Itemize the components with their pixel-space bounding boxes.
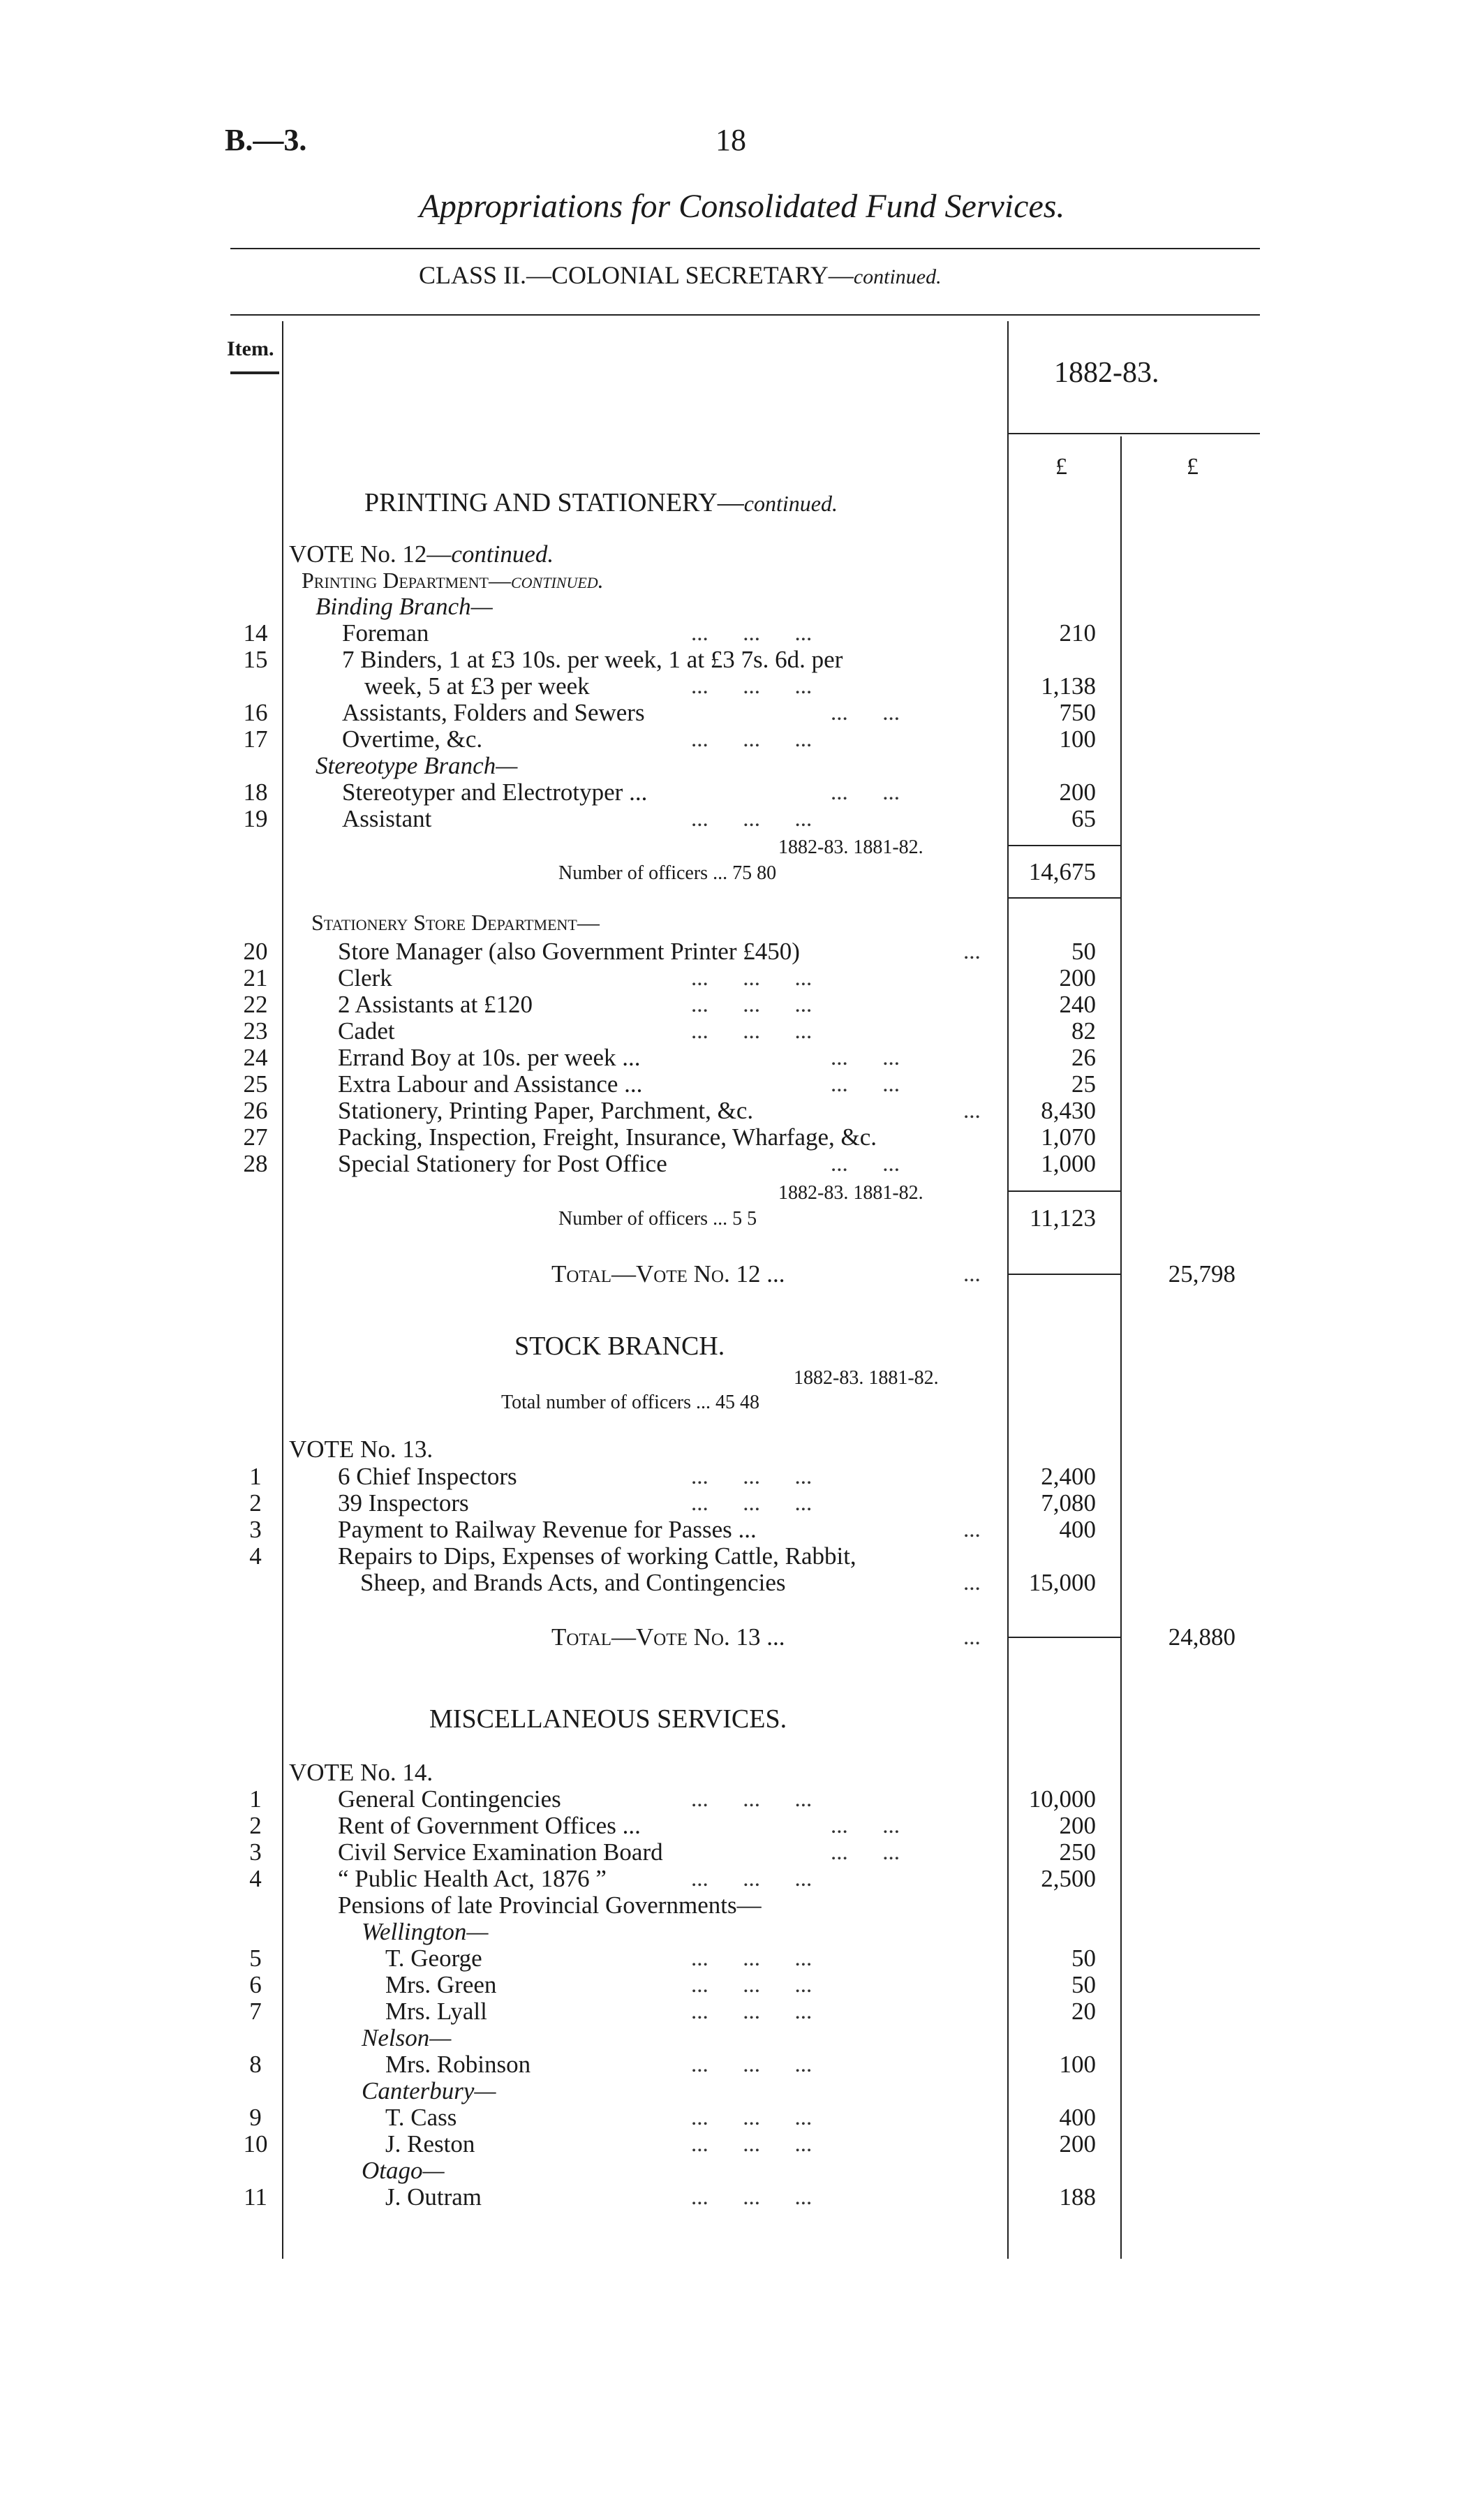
item-label: 6 Chief Inspectors — [338, 1463, 517, 1490]
total-column-divider — [1120, 436, 1122, 2259]
item-number: 1 — [249, 1785, 262, 1813]
leader-dots: ... ... ... — [691, 2185, 813, 2210]
item-label: Mrs. Robinson — [385, 2051, 531, 2078]
leader-dots: ... ... ... — [691, 2052, 813, 2077]
item-label: Rent of Government Offices ... — [338, 1812, 641, 1839]
stereotype-branch-heading: Stereotype Branch— — [316, 752, 518, 779]
item-amount: 50 — [1071, 938, 1096, 965]
pensions-heading: Pensions of late Provincial Governments— — [338, 1891, 762, 1919]
item-amount: 50 — [1071, 1971, 1096, 1998]
item-number: 27 — [243, 1123, 268, 1151]
item-number: 23 — [243, 1017, 268, 1045]
item-amount: 100 — [1059, 2051, 1096, 2078]
item-number: 11 — [244, 2183, 267, 2211]
officers-count: Number of officers ... 5 5 — [558, 1208, 757, 1230]
leader-dots: ... — [963, 1098, 981, 1123]
item-amount: 26 — [1071, 1044, 1096, 1071]
item-amount: 1,138 — [1041, 672, 1096, 700]
vote-12-total-label: Total—Vote No. 12 ... — [551, 1260, 785, 1288]
item-label: T. Cass — [385, 2104, 457, 2131]
item-number: 5 — [249, 1945, 262, 1972]
item-amount: 200 — [1059, 964, 1096, 991]
item-label: Civil Service Examination Board — [338, 1838, 663, 1866]
leader-dots: ... ... ... — [691, 2105, 813, 2130]
item-amount: 210 — [1059, 619, 1096, 647]
printing-heading: PRINTING AND STATIONERY—continued. — [364, 488, 838, 517]
document-code: B.—3. — [225, 123, 307, 157]
item-number: 2 — [249, 1812, 262, 1839]
stationery-dept-heading: Stationery Store Department— — [311, 910, 600, 935]
item-amount: 25 — [1071, 1070, 1096, 1098]
wellington-heading: Wellington— — [362, 1918, 489, 1945]
item-label: Cadet — [338, 1017, 395, 1045]
year-rule — [1007, 433, 1260, 434]
binding-branch-heading: Binding Branch— — [316, 593, 493, 620]
item-label: Foreman — [342, 619, 429, 647]
leader-dots: ... ... ... — [691, 1972, 813, 1998]
item-number: 3 — [249, 1516, 262, 1543]
item-number: 25 — [243, 1070, 268, 1098]
item-number: 7 — [249, 1998, 262, 2025]
item-amount: 400 — [1059, 1516, 1096, 1543]
vote-12-total: 25,798 — [1168, 1260, 1236, 1288]
item-number: 10 — [243, 2130, 268, 2158]
item-amount: 250 — [1059, 1838, 1096, 1866]
item-label: Payment to Railway Revenue for Passes ... — [338, 1516, 757, 1543]
item-label: 7 Binders, 1 at £3 10s. per week, 1 at £3 7s. 6d. per — [342, 646, 843, 673]
leader-dots: ... ... ... — [691, 1946, 813, 1971]
printing-subtotal: 14,675 — [1028, 858, 1096, 885]
leader-dots: ... ... — [831, 1151, 900, 1177]
item-number: 28 — [243, 1150, 268, 1177]
item-number: 16 — [243, 699, 268, 726]
officers-years: 1882-83. 1881-82. — [794, 1367, 939, 1389]
leader-dots: ... — [963, 1625, 981, 1650]
item-amount: 200 — [1059, 1812, 1096, 1839]
officers-count: Number of officers ... 75 80 — [558, 862, 777, 884]
item-label: Errand Boy at 10s. per week ... — [338, 1044, 641, 1071]
item-number: 15 — [243, 646, 268, 673]
item-amount: 1,000 — [1041, 1150, 1096, 1177]
item-number: 14 — [243, 619, 268, 647]
leader-dots: ... ... ... — [691, 2132, 813, 2157]
page-number: 18 — [715, 123, 746, 157]
leader-dots: ... ... ... — [691, 1999, 813, 2024]
item-number: 2 — [249, 1489, 262, 1517]
item-amount: 750 — [1059, 699, 1096, 726]
item-amount: 400 — [1059, 2104, 1096, 2131]
leader-dots: ... ... ... — [691, 621, 813, 646]
item-label: “ Public Health Act, 1876 ” — [338, 1865, 607, 1892]
item-label: Packing, Inspection, Freight, Insurance, Wharfage, &c. — [338, 1123, 877, 1151]
leader-dots: ... ... ... — [691, 992, 813, 1017]
item-label: Assistant — [342, 805, 432, 832]
item-amount: 100 — [1059, 725, 1096, 753]
item-number: 3 — [249, 1838, 262, 1866]
vote-13-total: 24,880 — [1168, 1623, 1236, 1651]
total-rule — [1007, 1637, 1120, 1638]
leader-dots: ... ... ... — [691, 1019, 813, 1044]
item-amount: 10,000 — [1028, 1785, 1096, 1813]
item-label: Assistants, Folders and Sewers — [342, 699, 645, 726]
item-label-continued: Sheep, and Brands Acts, and Contingencies — [360, 1569, 786, 1596]
item-label: Stationery, Printing Paper, Parchment, &c. — [338, 1097, 754, 1124]
item-label: Overtime, &c. — [342, 725, 483, 753]
item-column-divider — [282, 321, 283, 2259]
item-label: Extra Labour and Assistance ... — [338, 1070, 643, 1098]
item-number: 22 — [243, 991, 268, 1018]
vote-13-total-label: Total—Vote No. 13 ... — [551, 1623, 785, 1651]
item-label: Mrs. Green — [385, 1971, 497, 1998]
item-label: Mrs. Lyall — [385, 1998, 487, 2025]
item-label: J. Outram — [385, 2183, 482, 2211]
item-label: General Contingencies — [338, 1785, 561, 1813]
officers-years: 1882-83. 1881-82. — [778, 1182, 923, 1204]
officers-count: Total number of officers ... 45 48 — [501, 1392, 759, 1413]
item-amount: 15,000 — [1028, 1569, 1096, 1596]
item-number: 24 — [243, 1044, 268, 1071]
item-column-header: Item. — [227, 337, 274, 360]
vote-12-heading: VOTE No. 12—continued. — [289, 540, 554, 568]
item-label: Special Stationery for Post Office — [338, 1150, 667, 1177]
subtitle-rule — [230, 314, 1260, 316]
item-number: 19 — [243, 805, 268, 832]
leader-dots: ... — [963, 939, 981, 964]
subtotal-rule — [1007, 1190, 1120, 1192]
item-amount: 200 — [1059, 2130, 1096, 2158]
item-label: Stereotyper and Electrotyper ... — [342, 779, 648, 806]
title-rule — [230, 248, 1260, 249]
item-amount: 1,070 — [1041, 1123, 1096, 1151]
vote-13-heading: VOTE No. 13. — [289, 1436, 433, 1463]
item-amount: 188 — [1059, 2183, 1096, 2211]
stock-branch-heading: STOCK BRANCH. — [514, 1332, 725, 1361]
leader-dots: ... — [963, 1517, 981, 1542]
item-label: T. George — [385, 1945, 482, 1972]
item-amount: 82 — [1071, 1017, 1096, 1045]
printing-dept-heading: Printing Department—continued. — [302, 568, 604, 593]
item-number: 18 — [243, 779, 268, 806]
item-label: Clerk — [338, 964, 392, 991]
leader-dots: ... ... ... — [691, 1464, 813, 1489]
stationery-subtotal: 11,123 — [1030, 1204, 1096, 1232]
item-label: Store Manager (also Government Printer £450) — [338, 938, 800, 965]
item-number: 26 — [243, 1097, 268, 1124]
item-amount: 240 — [1059, 991, 1096, 1018]
item-amount: 7,080 — [1041, 1489, 1096, 1517]
pound-symbol-amount: £ — [1055, 454, 1067, 480]
item-number: 20 — [243, 938, 268, 965]
page-title: Appropriations for Consolidated Fund Services. — [419, 188, 1065, 225]
item-label: J. Reston — [385, 2130, 475, 2158]
item-label: 2 Assistants at £120 — [338, 991, 533, 1018]
leader-dots: ... ... — [831, 1840, 900, 1865]
item-amount: 20 — [1071, 1998, 1096, 2025]
item-label: 39 Inspectors — [338, 1489, 469, 1517]
subtotal-rule — [1007, 897, 1120, 899]
leader-dots: ... — [963, 1570, 981, 1595]
leader-dots: ... ... ... — [691, 966, 813, 991]
item-amount: 8,430 — [1041, 1097, 1096, 1124]
item-amount: 65 — [1071, 805, 1096, 832]
leader-dots: ... ... — [831, 1045, 900, 1070]
year-column-header: 1882-83. — [1054, 357, 1159, 389]
item-amount: 2,500 — [1041, 1865, 1096, 1892]
leader-dots: ... ... ... — [691, 727, 813, 752]
item-number: 1 — [249, 1463, 262, 1490]
pound-symbol-total: £ — [1187, 454, 1199, 480]
nelson-heading: Nelson— — [362, 2024, 452, 2051]
item-label-continued: week, 5 at £3 per week — [364, 672, 590, 700]
leader-dots: ... ... ... — [691, 674, 813, 699]
item-amount: 2,400 — [1041, 1463, 1096, 1490]
item-number: 17 — [243, 725, 268, 753]
item-number: 21 — [243, 964, 268, 991]
item-header-underline — [230, 371, 279, 374]
item-label: Repairs to Dips, Expenses of working Cattle, Rabbit, — [338, 1542, 856, 1570]
leader-dots: ... ... ... — [691, 1491, 813, 1516]
total-rule — [1007, 1274, 1120, 1275]
leader-dots: ... ... — [831, 780, 900, 805]
item-number: 8 — [249, 2051, 262, 2078]
otago-heading: Otago— — [362, 2157, 445, 2184]
leader-dots: ... ... — [831, 1072, 900, 1097]
leader-dots: ... ... ... — [691, 806, 813, 832]
item-number: 4 — [249, 1865, 262, 1892]
subtotal-rule — [1007, 845, 1120, 846]
item-number: 4 — [249, 1542, 262, 1570]
item-number: 9 — [249, 2104, 262, 2131]
canterbury-heading: Canterbury— — [362, 2077, 496, 2104]
misc-services-heading: MISCELLANEOUS SERVICES. — [429, 1704, 787, 1734]
item-amount: 200 — [1059, 779, 1096, 806]
leader-dots: ... ... — [831, 700, 900, 725]
leader-dots: ... ... — [831, 1813, 900, 1838]
leader-dots: ... — [963, 1262, 981, 1287]
officers-years: 1882-83. 1881-82. — [778, 836, 923, 858]
vote-14-heading: VOTE No. 14. — [289, 1759, 433, 1786]
leader-dots: ... ... ... — [691, 1866, 813, 1891]
item-number: 6 — [249, 1971, 262, 1998]
item-amount: 50 — [1071, 1945, 1096, 1972]
leader-dots: ... ... ... — [691, 1787, 813, 1812]
class-heading: CLASS II.—COLONIAL SECRETARY—continued. — [419, 261, 942, 289]
